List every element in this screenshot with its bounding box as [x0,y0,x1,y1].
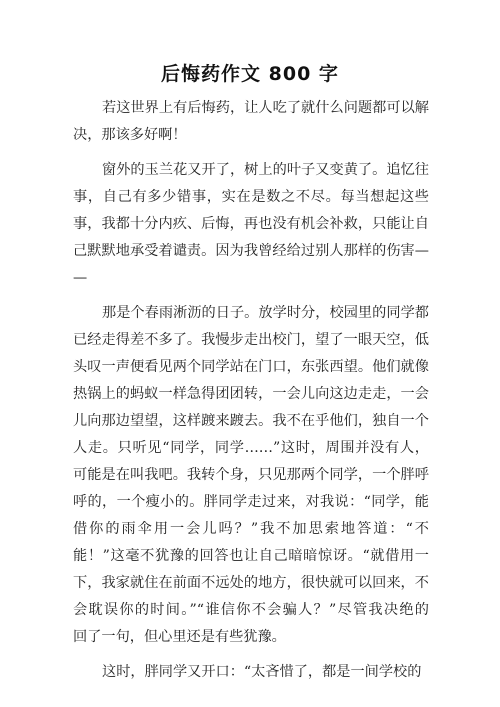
text-line: 借你的雨伞用一会儿吗？”我不加思索地答道：“不 [73,521,429,537]
text-line: 能！”这毫不犹豫的回答也让自己暗暗惊讶。“就借用一 [73,548,429,564]
text-line: 事，我都十分内疚、后悔，再也没有机会补救，只能让自 [73,216,429,232]
page-title: 后悔药作文 800 字 [161,63,339,85]
text-line: 决，那该多好啊！ [73,127,187,143]
text-line: 儿向那边望望，这样踱来踱去。我不在乎他们，独自一个 [73,413,429,429]
text-line: 这时，胖同学又开口：“太吝惜了，都是一间学校的 [102,664,422,680]
text-line: 人走。只听见“同学，同学……”这时，周围并没有人， [73,440,429,456]
text-line: 呼的，一个瘦小的。胖同学走过来，对我说：“同学，能 [73,494,429,510]
text-line: 窗外的玉兰花又开了，树上的叶子又变黄了。追忆往 [102,162,429,178]
text-line: 热锅上的蚂蚁一样急得团团转，一会儿向这边走走，一会 [73,386,429,402]
article-body [73,95,429,694]
text-line: 头叹一声便看见两个同学站在门口，东张西望。他们就像 [73,359,429,375]
paragraph [73,300,429,651]
text-line: 回了一句，但心里还是有些犹豫。 [73,629,286,645]
text-line: 若这世界上有后悔药，让人吃了就什么问题都可以解 [102,100,429,116]
paragraph [73,95,429,149]
paragraph [73,659,429,686]
text-line: 下，我家就住在前面不远处的地方，很快就可以回来，不 [73,575,429,591]
text-line: 会耽误你的时间。”“谁信你不会骗人？”尽管我决绝的 [73,602,429,618]
text-line: 已经走得差不多了。我慢步走出校门，望了一眼天空，低 [73,332,429,348]
text-line: — [73,270,88,286]
paragraph [73,157,429,292]
text-line: 己默默地承受着谴责。因为我曾经给过别人那样的伤害— [73,243,429,259]
text-line: 可能是在叫我吧。我转个身，只见那两个同学，一个胖呼 [73,467,429,483]
text-line: 那是个春雨淅沥的日子。放学时分，校园里的同学都 [102,305,429,321]
text-line: 事，自己有多少错事，实在是数之不尽。每当想起这些 [73,189,429,205]
